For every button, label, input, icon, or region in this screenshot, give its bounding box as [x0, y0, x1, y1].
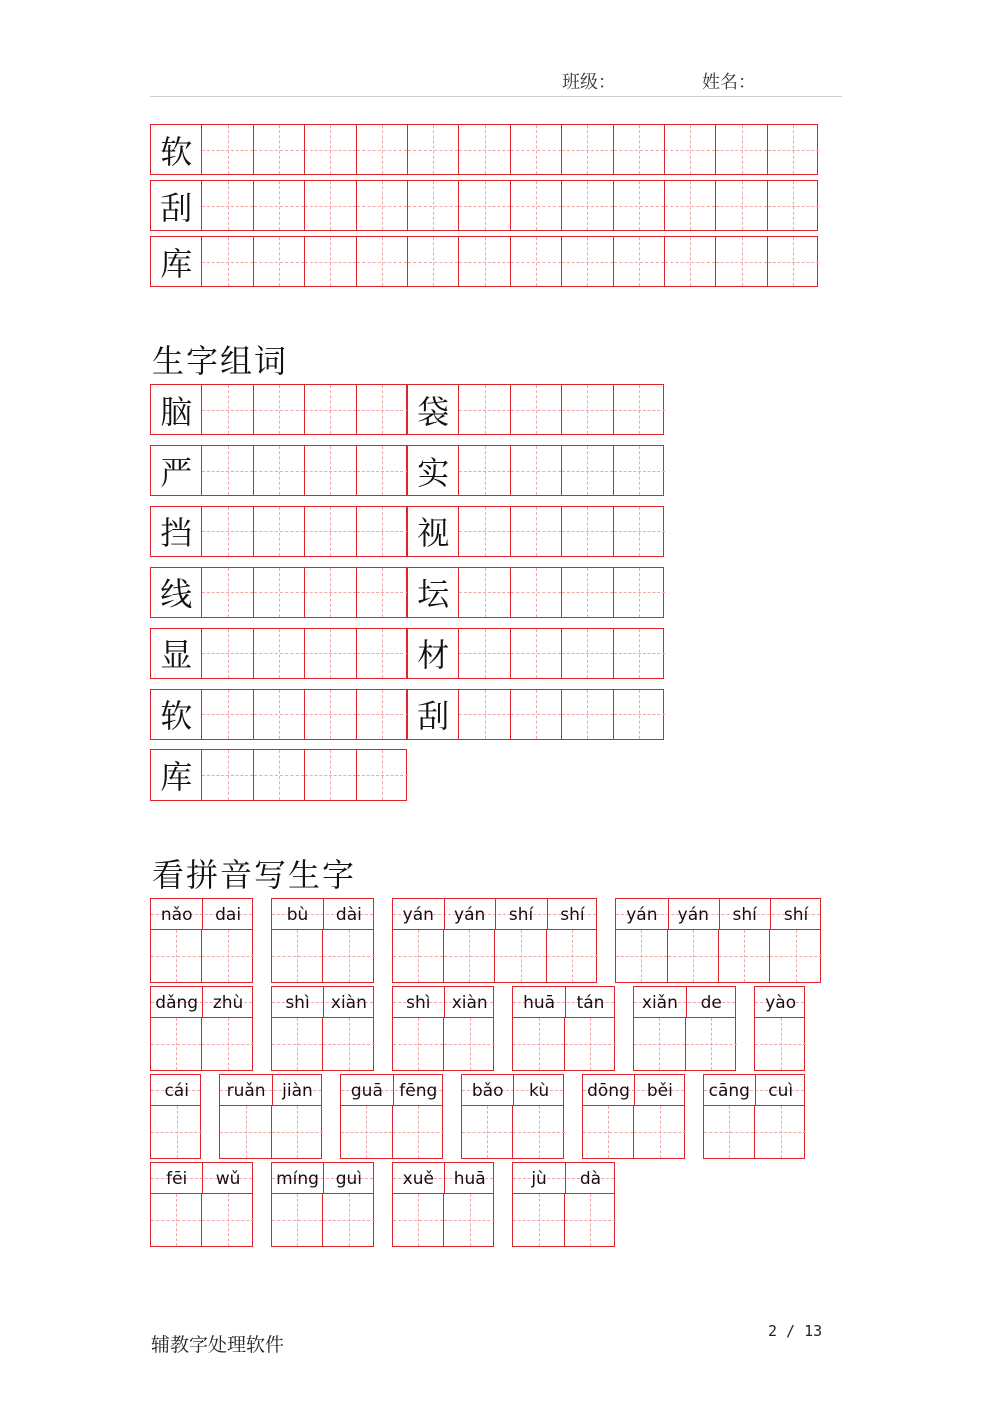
writing-cell[interactable]	[614, 181, 665, 230]
writing-cell[interactable]	[768, 237, 819, 286]
pinyin-syllable: shí	[732, 904, 757, 925]
writing-cell[interactable]	[511, 237, 562, 286]
footer-software-name: 辅教字处理软件	[151, 1334, 285, 1356]
model-character: 视	[417, 514, 450, 553]
writing-cell[interactable]	[511, 507, 562, 556]
writing-cell[interactable]	[408, 237, 459, 286]
pinyin-syllable: cāng	[708, 1080, 750, 1101]
pinyin-syllable: guā	[350, 1080, 383, 1101]
model-character: 坛	[417, 575, 450, 614]
pinyin-word-box	[150, 898, 253, 983]
writing-cell[interactable]	[562, 568, 613, 617]
writing-cell[interactable]	[408, 181, 459, 230]
writing-cell[interactable]	[511, 181, 562, 230]
pinyin-syllable: yán	[677, 904, 709, 925]
word-block	[407, 384, 664, 435]
writing-cell[interactable]	[444, 930, 495, 982]
writing-cell[interactable]	[562, 507, 613, 556]
pinyin-syllable: shí	[783, 904, 809, 925]
pinyin-syllable: míng	[276, 1168, 319, 1189]
char-cell	[151, 507, 202, 556]
pinyin-syllable: bù	[286, 904, 309, 925]
page-header	[150, 60, 842, 97]
writing-cell[interactable]	[254, 125, 305, 174]
writing-cell[interactable]	[716, 237, 767, 286]
writing-cell[interactable]	[254, 385, 305, 434]
writing-cell[interactable]	[357, 446, 408, 495]
writing-cell[interactable]	[202, 750, 253, 799]
writing-cell[interactable]	[305, 125, 356, 174]
writing-cell[interactable]	[305, 385, 356, 434]
writing-cell[interactable]	[686, 1018, 737, 1070]
writing-cell[interactable]	[511, 690, 562, 739]
char-cell	[151, 181, 202, 230]
pinyin-syllable: de	[700, 992, 722, 1013]
word-block	[407, 628, 664, 679]
pinyin-syllable: dai	[215, 904, 242, 925]
char-cell	[408, 629, 459, 678]
writing-grid	[755, 1018, 804, 1070]
writing-grid	[341, 1106, 442, 1158]
writing-cell[interactable]	[614, 446, 665, 495]
word-block	[150, 445, 407, 496]
writing-cell[interactable]	[254, 629, 305, 678]
writing-cell[interactable]	[254, 507, 305, 556]
writing-cell[interactable]	[254, 568, 305, 617]
writing-grid	[272, 1018, 373, 1070]
writing-grid	[393, 930, 597, 982]
pinyin-syllable: yán	[402, 904, 434, 925]
pinyin-syllable: kù	[529, 1080, 550, 1101]
writing-grid	[513, 1018, 614, 1070]
writing-cell[interactable]	[202, 629, 253, 678]
writing-cell[interactable]	[770, 930, 821, 982]
pinyin-syllable: běi	[646, 1080, 673, 1101]
pinyin-word-box	[754, 986, 805, 1071]
writing-cell[interactable]	[665, 237, 716, 286]
writing-cell[interactable]	[254, 446, 305, 495]
writing-grid	[583, 1106, 684, 1158]
writing-cell[interactable]	[614, 237, 665, 286]
pinyin-syllable: shì	[406, 992, 431, 1013]
word-block	[150, 506, 407, 557]
writing-cell[interactable]	[305, 237, 356, 286]
model-character: 挡	[160, 514, 193, 553]
writing-grid	[462, 1106, 563, 1158]
pinyin-syllable: tán	[576, 992, 605, 1013]
pinyin-word-box	[271, 986, 374, 1071]
pinyin-syllable: jù	[531, 1168, 547, 1189]
pinyin-syllable: zhù	[212, 992, 244, 1013]
pinyin-syllable: cái	[164, 1080, 189, 1101]
writing-cell[interactable]	[305, 750, 356, 799]
model-character: 刮	[417, 697, 450, 736]
writing-cell[interactable]	[768, 125, 819, 174]
pinyin-word-box	[392, 1162, 495, 1247]
word-block	[150, 628, 407, 679]
writing-cell[interactable]	[459, 181, 510, 230]
writing-cell[interactable]	[272, 930, 323, 982]
writing-cell[interactable]	[583, 1106, 634, 1158]
char-cell	[408, 690, 459, 739]
word-block	[407, 689, 664, 740]
pinyin-syllable: nǎo	[160, 904, 193, 925]
writing-cell[interactable]	[202, 181, 253, 230]
writing-cell[interactable]	[444, 1018, 495, 1070]
writing-cell[interactable]	[151, 1106, 202, 1158]
writing-cell[interactable]	[459, 629, 510, 678]
pinyin-syllable: dōng	[587, 1080, 630, 1101]
writing-cell[interactable]	[511, 629, 562, 678]
pinyin-word-box	[615, 898, 821, 983]
model-character: 库	[160, 758, 193, 797]
pinyin-word-box	[219, 1074, 322, 1159]
pinyin-section-title: 看拼音写生字	[152, 856, 357, 894]
pinyin-word-box	[512, 986, 615, 1071]
writing-grid	[151, 1018, 252, 1070]
model-character: 材	[417, 636, 450, 675]
pinyin-word-box	[150, 1074, 201, 1159]
writing-grid	[151, 1106, 200, 1158]
char-cell	[151, 750, 202, 799]
writing-cell[interactable]	[511, 125, 562, 174]
pinyin-syllable: yán	[454, 904, 486, 925]
writing-cell[interactable]	[459, 507, 510, 556]
writing-cell[interactable]	[220, 1106, 271, 1158]
model-character: 脑	[160, 392, 193, 431]
writing-cell[interactable]	[151, 1018, 202, 1070]
pinyin-syllable: huā	[523, 992, 556, 1013]
writing-cell[interactable]	[665, 125, 716, 174]
pinyin-syllable: xiàn	[330, 992, 367, 1013]
writing-cell[interactable]	[614, 385, 665, 434]
writing-grid	[151, 1194, 252, 1246]
writing-cell[interactable]	[511, 568, 562, 617]
pinyin-word-box	[703, 1074, 806, 1159]
word-block	[407, 506, 664, 557]
writing-cell[interactable]	[254, 181, 305, 230]
writing-cell[interactable]	[151, 930, 202, 982]
writing-cell[interactable]	[614, 629, 665, 678]
writing-cell[interactable]	[272, 1106, 323, 1158]
model-character: 软	[160, 132, 193, 171]
practice-row	[150, 124, 818, 175]
writing-cell[interactable]	[357, 568, 408, 617]
writing-cell[interactable]	[323, 1018, 374, 1070]
writing-cell[interactable]	[202, 568, 253, 617]
writing-cell[interactable]	[665, 181, 716, 230]
pinyin-word-box	[271, 1162, 374, 1247]
pinyin-syllable: yán	[626, 904, 658, 925]
practice-row	[150, 236, 818, 287]
writing-cell[interactable]	[565, 1194, 616, 1246]
writing-grid	[272, 930, 373, 982]
writing-cell[interactable]	[719, 930, 770, 982]
pinyin-syllable: dà	[579, 1168, 602, 1189]
model-character: 刮	[160, 188, 193, 227]
writing-cell[interactable]	[272, 1018, 323, 1070]
writing-cell[interactable]	[614, 690, 665, 739]
pinyin-syllable: guì	[335, 1168, 363, 1189]
writing-cell[interactable]	[305, 181, 356, 230]
word-block	[150, 689, 407, 740]
writing-cell[interactable]	[202, 237, 253, 286]
writing-cell[interactable]	[305, 446, 356, 495]
writing-cell[interactable]	[616, 930, 667, 982]
model-character: 严	[160, 453, 193, 492]
writing-cell[interactable]	[202, 690, 253, 739]
pinyin-word-box	[633, 986, 736, 1071]
writing-cell[interactable]	[495, 930, 546, 982]
writing-cell[interactable]	[202, 1018, 253, 1070]
pinyin-syllable: xuě	[402, 1168, 434, 1189]
word-block	[150, 749, 407, 800]
writing-cell[interactable]	[357, 385, 408, 434]
pinyin-syllable: shí	[508, 904, 534, 925]
writing-grid	[393, 1194, 494, 1246]
writing-cell[interactable]	[393, 1018, 444, 1070]
pinyin-syllable: xiàn	[451, 992, 488, 1013]
char-cell	[151, 237, 202, 286]
word-block	[150, 567, 407, 618]
writing-cell[interactable]	[704, 1106, 755, 1158]
writing-cell[interactable]	[565, 1018, 616, 1070]
writing-grid	[704, 1106, 805, 1158]
writing-cell[interactable]	[323, 930, 374, 982]
pinyin-word-box	[340, 1074, 443, 1159]
writing-cell[interactable]	[768, 181, 819, 230]
writing-cell[interactable]	[547, 930, 598, 982]
writing-cell[interactable]	[755, 1018, 806, 1070]
char-cell	[151, 385, 202, 434]
writing-cell[interactable]	[272, 1194, 323, 1246]
pinyin-syllable: shí	[560, 904, 585, 925]
writing-cell[interactable]	[562, 446, 613, 495]
char-cell	[151, 125, 202, 174]
pinyin-syllable: shì	[285, 992, 310, 1013]
writing-cell[interactable]	[634, 1106, 685, 1158]
writing-cell[interactable]	[513, 1194, 564, 1246]
writing-cell[interactable]	[393, 1106, 444, 1158]
writing-grid	[634, 1018, 735, 1070]
pinyin-syllable: cuì	[768, 1080, 794, 1101]
class-label: 班级：	[562, 72, 616, 93]
char-cell	[408, 446, 459, 495]
writing-cell[interactable]	[459, 446, 510, 495]
writing-cell[interactable]	[562, 385, 613, 434]
writing-cell[interactable]	[462, 1106, 513, 1158]
writing-grid	[616, 930, 820, 982]
writing-cell[interactable]	[305, 629, 356, 678]
writing-cell[interactable]	[202, 1194, 253, 1246]
writing-cell[interactable]	[408, 125, 459, 174]
writing-cell[interactable]	[254, 237, 305, 286]
writing-cell[interactable]	[357, 690, 408, 739]
writing-cell[interactable]	[459, 690, 510, 739]
writing-cell[interactable]	[668, 930, 719, 982]
writing-cell[interactable]	[254, 690, 305, 739]
char-cell	[408, 385, 459, 434]
model-character: 袋	[417, 392, 450, 431]
pinyin-syllable: xiǎn	[641, 992, 678, 1013]
writing-cell[interactable]	[357, 237, 408, 286]
char-cell	[151, 690, 202, 739]
model-character: 库	[160, 244, 193, 283]
page-number: 2 / 13	[768, 1322, 823, 1340]
writing-cell[interactable]	[562, 181, 613, 230]
writing-cell[interactable]	[716, 125, 767, 174]
pinyin-syllable: wǔ	[215, 1168, 241, 1189]
word-block	[407, 445, 664, 496]
pinyin-syllable: fēi	[166, 1168, 188, 1189]
char-cell	[408, 568, 459, 617]
writing-cell[interactable]	[393, 930, 444, 982]
writing-cell[interactable]	[357, 750, 408, 799]
practice-row	[150, 180, 818, 231]
writing-cell[interactable]	[716, 181, 767, 230]
model-character: 显	[160, 636, 193, 675]
writing-cell[interactable]	[305, 507, 356, 556]
pinyin-word-box	[582, 1074, 685, 1159]
pinyin-word-box	[512, 1162, 615, 1247]
pinyin-syllable: ruǎn	[226, 1080, 266, 1101]
writing-cell[interactable]	[357, 125, 408, 174]
model-character: 软	[160, 697, 193, 736]
writing-cell[interactable]	[202, 125, 253, 174]
writing-cell[interactable]	[459, 125, 510, 174]
writing-cell[interactable]	[513, 1106, 564, 1158]
model-character: 线	[160, 575, 193, 614]
pinyin-syllable: jiàn	[282, 1080, 313, 1101]
writing-grid	[272, 1194, 373, 1246]
pinyin-syllable: yào	[765, 992, 797, 1013]
writing-cell[interactable]	[323, 1194, 374, 1246]
model-character: 实	[417, 453, 450, 492]
writing-cell[interactable]	[614, 507, 665, 556]
char-cell	[408, 507, 459, 556]
pinyin-word-box	[392, 986, 495, 1071]
pinyin-syllable: dài	[335, 904, 362, 925]
writing-cell[interactable]	[254, 750, 305, 799]
writing-cell[interactable]	[459, 237, 510, 286]
pinyin-word-box	[271, 898, 374, 983]
writing-cell[interactable]	[755, 1106, 806, 1158]
writing-cell[interactable]	[202, 446, 253, 495]
writing-cell[interactable]	[459, 568, 510, 617]
writing-grid	[151, 930, 252, 982]
char-cell	[151, 629, 202, 678]
pinyin-syllable: huā	[453, 1168, 486, 1189]
writing-grid	[393, 1018, 494, 1070]
writing-cell[interactable]	[614, 125, 665, 174]
pinyin-syllable: dǎng	[155, 992, 199, 1013]
writing-cell[interactable]	[614, 568, 665, 617]
char-cell	[151, 446, 202, 495]
pinyin-word-box	[461, 1074, 564, 1159]
pinyin-word-box	[150, 986, 253, 1071]
word-block	[150, 384, 407, 435]
writing-cell[interactable]	[305, 690, 356, 739]
writing-cell[interactable]	[305, 568, 356, 617]
writing-cell[interactable]	[511, 446, 562, 495]
writing-cell[interactable]	[513, 1018, 564, 1070]
pinyin-syllable: fēng	[399, 1080, 438, 1101]
writing-cell[interactable]	[562, 629, 613, 678]
writing-cell[interactable]	[202, 507, 253, 556]
pinyin-word-box	[392, 898, 598, 983]
writing-cell[interactable]	[459, 385, 510, 434]
pinyin-word-box	[150, 1162, 253, 1247]
writing-cell[interactable]	[357, 507, 408, 556]
writing-cell[interactable]	[444, 1194, 495, 1246]
writing-cell[interactable]	[562, 125, 613, 174]
word-block	[407, 567, 664, 618]
writing-cell[interactable]	[357, 181, 408, 230]
word-section-title: 生字组词	[152, 342, 289, 380]
writing-cell[interactable]	[341, 1106, 392, 1158]
writing-cell[interactable]	[357, 629, 408, 678]
writing-grid	[220, 1106, 321, 1158]
pinyin-syllable: bǎo	[471, 1080, 504, 1101]
char-cell	[151, 568, 202, 617]
writing-cell[interactable]	[562, 690, 613, 739]
writing-cell[interactable]	[202, 385, 253, 434]
name-label: 姓名：	[702, 72, 756, 93]
writing-grid	[513, 1194, 614, 1246]
writing-cell[interactable]	[511, 385, 562, 434]
writing-cell[interactable]	[151, 1194, 202, 1246]
writing-cell[interactable]	[562, 237, 613, 286]
writing-cell[interactable]	[634, 1018, 685, 1070]
writing-cell[interactable]	[202, 930, 253, 982]
writing-cell[interactable]	[393, 1194, 444, 1246]
